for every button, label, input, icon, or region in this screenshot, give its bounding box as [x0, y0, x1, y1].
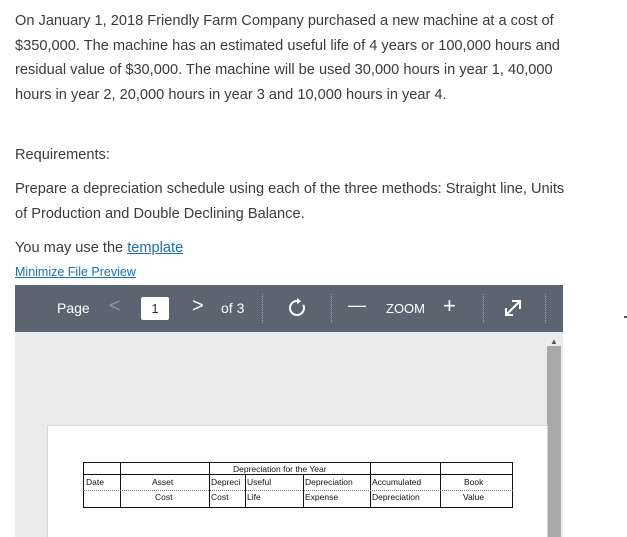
table-group-header: Depreciation for the Year — [233, 464, 327, 474]
toolbar-divider — [331, 294, 332, 323]
prev-page-icon[interactable]: < — [109, 295, 121, 317]
requirements-heading: Requirements: — [15, 147, 110, 163]
page-count: of 3 — [221, 300, 245, 316]
viewer-toolbar — [15, 285, 563, 332]
zoom-label: ZOOM — [386, 301, 425, 316]
fullscreen-icon[interactable] — [503, 298, 523, 318]
book-value-header: Value — [463, 492, 485, 502]
scroll-up-icon[interactable]: ▲ — [550, 337, 558, 346]
accumulated-depreciation-header: Accumulated — [372, 477, 422, 487]
depreciable-cost-header: Depreci — [211, 477, 241, 487]
asset-cost-header: Cost — [155, 492, 173, 502]
depreciation-schedule-table — [83, 462, 513, 508]
useful-life-header: Useful — [247, 477, 272, 487]
page-number-input[interactable]: 1 — [141, 297, 169, 320]
problem-statement: On January 1, 2018 Friendly Farm Company purchased a new machine at a cost of $350,000. The machine has an estimated useful life of 4 years or 100,000 hours and residual value of $30,000. The machine will be used 30,000 hours in year 1, 40,000 hours in year 2, 20,000 hours in year 3 and 10,000 hours in year 4. — [15, 13, 560, 103]
minimize-file-preview-link[interactable]: Minimize File Preview — [15, 265, 136, 279]
toolbar-divider — [483, 294, 484, 323]
page-label: Page — [57, 300, 90, 316]
template-prefix: You may use the — [15, 240, 128, 256]
document-page — [47, 425, 548, 537]
date-header: Date — [86, 477, 104, 487]
viewer-scrollbar[interactable] — [547, 346, 561, 537]
zoom-in-icon[interactable]: + — [443, 293, 456, 318]
useful-life-header: Life — [247, 492, 261, 502]
accumulated-depreciation-header: Depreciation — [372, 492, 420, 502]
task-statement: Prepare a depreciation schedule using each of the three methods: Straight line, Units of Production and Double Declining Balance. — [15, 181, 565, 222]
depreciation-expense-header: Depreciation — [305, 477, 353, 487]
depreciable-cost-header: Cost — [211, 492, 229, 502]
template-line — [15, 236, 575, 261]
toolbar-divider — [545, 294, 546, 323]
book-value-header: Book — [464, 477, 484, 487]
file-preview — [15, 285, 563, 537]
depreciation-expense-header: Expense — [305, 492, 339, 502]
asset-cost-header: Asset — [152, 477, 174, 487]
next-page-icon[interactable]: > — [192, 295, 204, 317]
template-link[interactable]: template — [127, 240, 184, 256]
toolbar-divider — [262, 294, 263, 323]
zoom-out-icon[interactable]: — — [348, 295, 366, 315]
rotate-icon[interactable] — [287, 298, 307, 318]
